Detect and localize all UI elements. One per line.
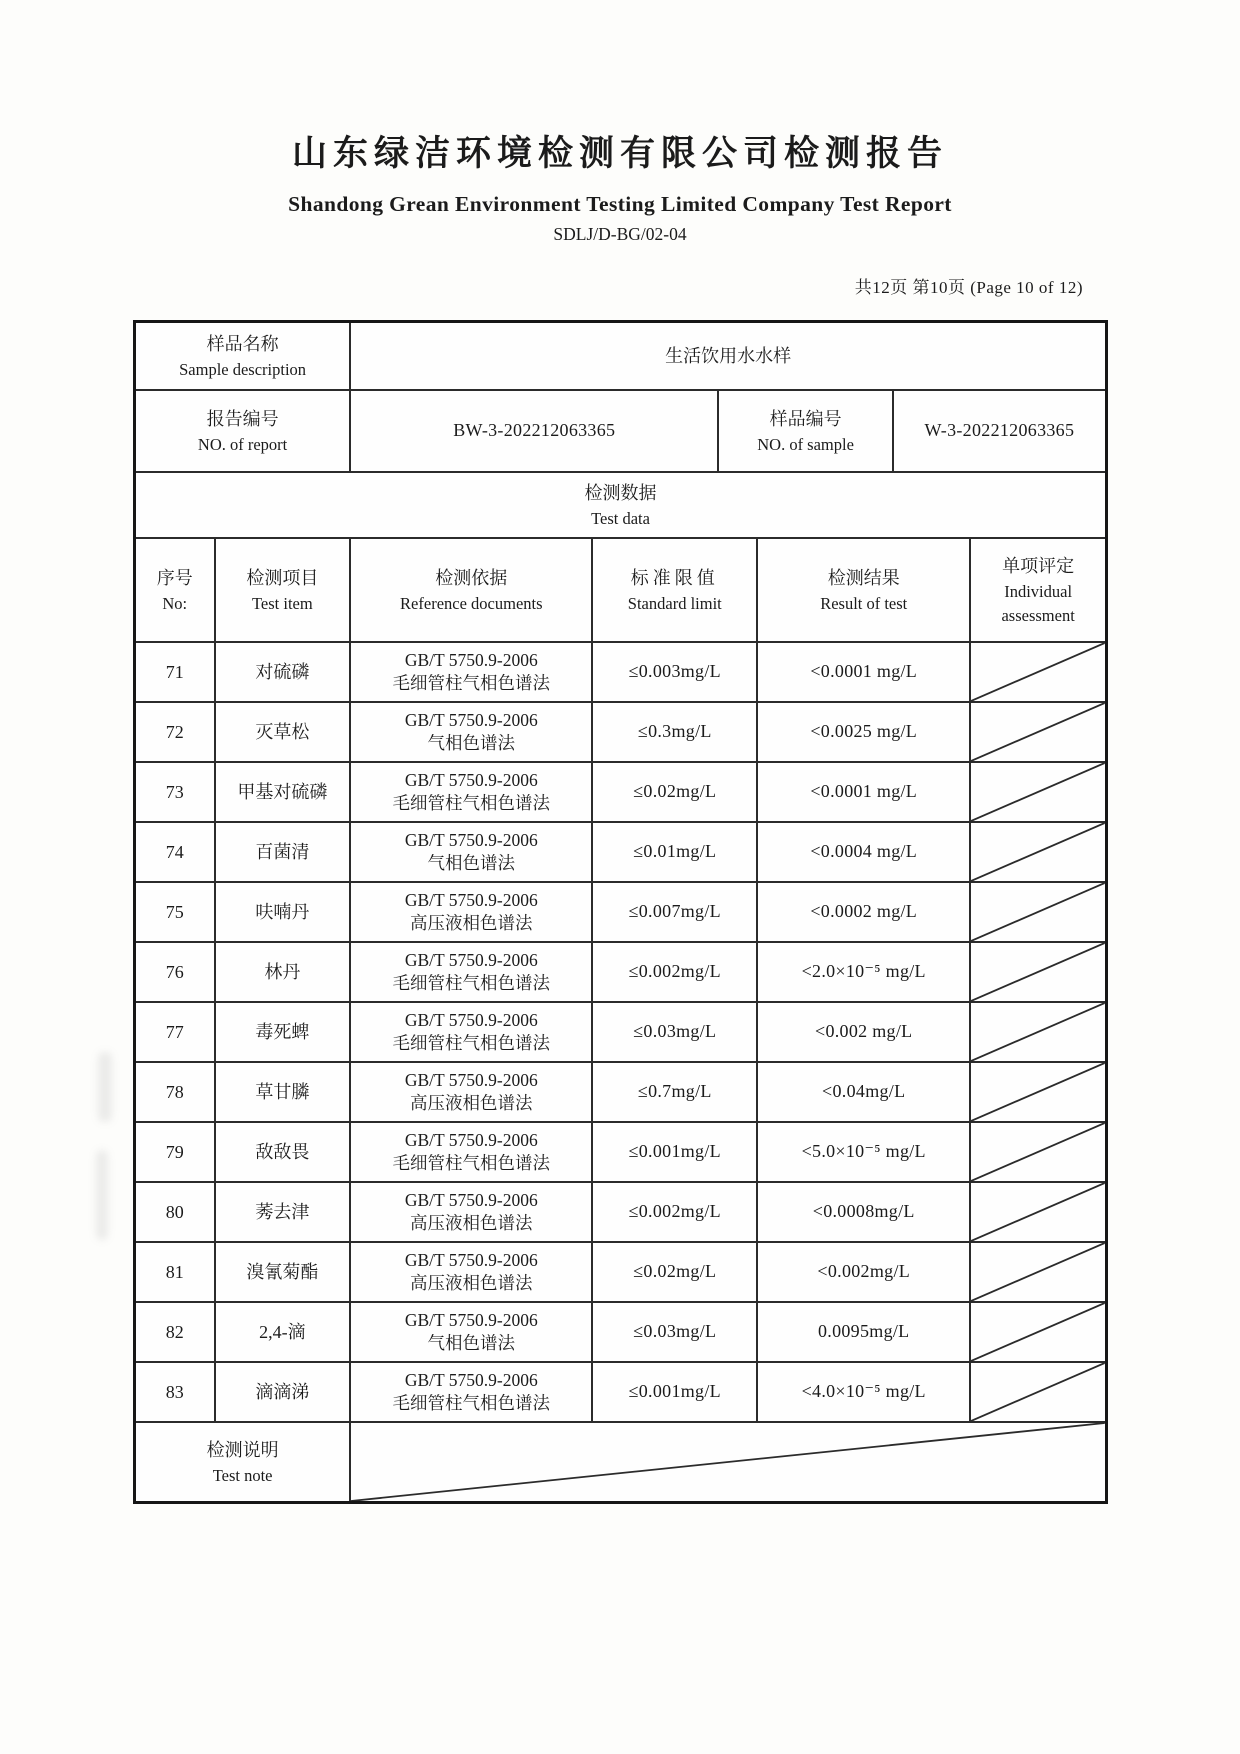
row-ref-standard: GB/T 5750.9-2006: [404, 949, 538, 970]
test-note-row: [136, 1421, 1105, 1501]
row-assess-cell: [969, 823, 1105, 881]
table-row: [136, 641, 1105, 701]
section-title-en: Test data: [591, 508, 650, 528]
row-limit-cell: [591, 763, 756, 821]
row-limit-cell: [591, 1303, 756, 1361]
row-ref-method: 高压液相色谱法: [410, 1273, 533, 1293]
row-result-cell: [756, 1003, 969, 1061]
row-assess-cell: [969, 883, 1105, 941]
test-note-label: [136, 1423, 349, 1501]
column-header-ref: [349, 539, 591, 641]
row-item: 林丹: [264, 961, 301, 982]
row-limit-cell: [591, 1123, 756, 1181]
diagonal-slash: [971, 1003, 1105, 1061]
row-limit-cell: [591, 1183, 756, 1241]
table-row: [136, 881, 1105, 941]
row-no: 71: [165, 661, 184, 682]
row-item: 呋喃丹: [255, 901, 310, 922]
row-no: 83: [165, 1381, 184, 1402]
column-header-no-en: No:: [162, 593, 188, 613]
row-limit: ≤0.7mg/L: [637, 1081, 712, 1102]
row-result: <0.0001 mg/L: [810, 661, 918, 682]
row-item-cell: [214, 1303, 350, 1361]
row-result-cell: [756, 1363, 969, 1421]
column-header-ref-en: Reference documents: [400, 593, 543, 613]
sample-no-label: [717, 391, 891, 471]
diagonal-slash: [971, 763, 1105, 821]
column-header-assess-cn: 单项评定: [1002, 555, 1075, 576]
row-assess-cell: [969, 1063, 1105, 1121]
row-item-cell: [214, 643, 350, 701]
doc-code: SDLJ/D-BG/02-04: [553, 224, 687, 244]
row-no: 76: [165, 961, 184, 982]
column-header-ref-cn: 检测依据: [435, 567, 508, 588]
row-ref-standard: GB/T 5750.9-2006: [404, 1069, 538, 1090]
sample-description-value: 生活饮用水水样: [665, 345, 792, 366]
row-limit: ≤0.007mg/L: [628, 901, 721, 922]
table-row: [136, 941, 1105, 1001]
row-ref-method: 高压液相色谱法: [410, 913, 533, 933]
row-item: 甲基对硫磷: [237, 781, 328, 802]
sample-description-row: [136, 323, 1105, 389]
table-row: [136, 1001, 1105, 1061]
test-note-label-cn: 检测说明: [206, 1439, 279, 1460]
diagonal-slash: [971, 1063, 1105, 1121]
row-ref-method: 毛细管柱气相色谱法: [392, 1393, 551, 1413]
row-limit: ≤0.002mg/L: [628, 1201, 721, 1222]
section-title-row: [136, 471, 1105, 537]
report-no-label-en: NO. of report: [197, 434, 288, 454]
row-ref-method: 高压液相色谱法: [410, 1093, 533, 1113]
diagonal-slash: [971, 1243, 1105, 1301]
row-ref-cell: [349, 643, 591, 701]
row-ref-cell: [349, 883, 591, 941]
report-header: [0, 0, 1240, 245]
row-no: 72: [165, 721, 184, 742]
table-row: [136, 701, 1105, 761]
row-no: 82: [165, 1321, 184, 1342]
row-limit: ≤0.02mg/L: [633, 781, 717, 802]
row-limit: ≤0.3mg/L: [637, 721, 712, 742]
row-limit-cell: [591, 643, 756, 701]
diagonal-slash: [971, 703, 1105, 761]
row-assess-cell: [969, 1303, 1105, 1361]
row-no-cell: [136, 883, 214, 941]
table-row: [136, 1061, 1105, 1121]
row-no-cell: [136, 703, 214, 761]
table-row: [136, 1361, 1105, 1421]
row-item: 百菌清: [255, 841, 310, 862]
row-item-cell: [214, 1003, 350, 1061]
column-header-item: [214, 539, 350, 641]
diagonal-slash: [971, 1183, 1105, 1241]
row-ref-standard: GB/T 5750.9-2006: [404, 709, 538, 730]
row-item-cell: [214, 1123, 350, 1181]
row-ref-method: 毛细管柱气相色谱法: [392, 793, 551, 813]
row-result: <0.0008mg/L: [812, 1201, 915, 1222]
row-limit-cell: [591, 1003, 756, 1061]
row-result-cell: [756, 643, 969, 701]
row-ref-cell: [349, 1363, 591, 1421]
row-no: 73: [165, 781, 184, 802]
section-title-cn: 检测数据: [584, 482, 657, 503]
report-no-value: BW-3-202212063365: [453, 420, 616, 441]
column-header-result-en: Result of test: [820, 593, 908, 613]
row-ref-cell: [349, 1003, 591, 1061]
table-row: [136, 1181, 1105, 1241]
row-assess-cell: [969, 1183, 1105, 1241]
row-result-cell: [756, 1063, 969, 1121]
row-no: 79: [165, 1141, 184, 1162]
row-ref-standard: GB/T 5750.9-2006: [404, 1189, 538, 1210]
row-result-cell: [756, 1123, 969, 1181]
row-ref-standard: GB/T 5750.9-2006: [404, 649, 538, 670]
scan-artifact: [98, 1052, 112, 1122]
row-result: 0.0095mg/L: [817, 1321, 910, 1342]
row-assess-cell: [969, 1123, 1105, 1181]
sample-description-label-en: Sample description: [179, 359, 307, 379]
row-result: <5.0×10⁻⁵ mg/L: [801, 1141, 926, 1162]
row-item-cell: [214, 943, 350, 1001]
row-assess-cell: [969, 643, 1105, 701]
row-ref-cell: [349, 703, 591, 761]
section-title-cell: [136, 473, 1105, 537]
row-ref-method: 毛细管柱气相色谱法: [392, 673, 551, 693]
row-item-cell: [214, 823, 350, 881]
page-indicator: 共12页 第10页 (Page 10 of 12): [854, 278, 1083, 297]
sample-no-value-cell: [892, 391, 1105, 471]
row-limit-cell: [591, 1363, 756, 1421]
row-assess-cell: [969, 1003, 1105, 1061]
row-assess-cell: [969, 763, 1105, 821]
row-no-cell: [136, 1063, 214, 1121]
test-note-label-en: Test note: [212, 1465, 273, 1485]
row-ref-method: 气相色谱法: [427, 853, 516, 873]
column-header-assess-en2: assessment: [1001, 605, 1075, 625]
row-no-cell: [136, 943, 214, 1001]
row-no-cell: [136, 1303, 214, 1361]
report-title-cn: 山东绿洁环境检测有限公司检测报告: [291, 134, 948, 173]
row-limit-cell: [591, 1063, 756, 1121]
column-header-assess-en1: Individual: [1004, 581, 1073, 601]
row-item: 敌敌畏: [255, 1141, 310, 1162]
row-limit: ≤0.03mg/L: [633, 1021, 717, 1042]
table-body: [136, 641, 1105, 1421]
row-ref-cell: [349, 1303, 591, 1361]
row-no-cell: [136, 1243, 214, 1301]
row-item: 毒死蜱: [255, 1021, 310, 1042]
table-row: [136, 821, 1105, 881]
row-no-cell: [136, 1183, 214, 1241]
row-item-cell: [214, 763, 350, 821]
row-ref-method: 气相色谱法: [427, 733, 516, 753]
row-ref-standard: GB/T 5750.9-2006: [404, 1309, 538, 1330]
test-note-value-cell: [349, 1423, 1105, 1501]
row-limit: ≤0.02mg/L: [633, 1261, 717, 1282]
row-limit-cell: [591, 703, 756, 761]
row-limit: ≤0.001mg/L: [628, 1141, 721, 1162]
row-item-cell: [214, 883, 350, 941]
scan-artifact: [96, 1150, 108, 1240]
row-ref-method: 毛细管柱气相色谱法: [392, 973, 551, 993]
row-ref-cell: [349, 823, 591, 881]
column-header-row: [136, 537, 1105, 641]
row-item: 对硫磷: [255, 661, 310, 682]
column-header-no: [136, 539, 214, 641]
report-table: [133, 320, 1108, 1504]
column-header-assess: [969, 539, 1105, 641]
diagonal-slash: [971, 943, 1105, 1001]
row-result-cell: [756, 763, 969, 821]
sample-no-value: W-3-202212063365: [924, 420, 1075, 441]
column-header-item-en: Test item: [251, 593, 313, 613]
table-row: [136, 1121, 1105, 1181]
row-ref-standard: GB/T 5750.9-2006: [404, 1369, 538, 1390]
row-result: <2.0×10⁻⁵ mg/L: [801, 961, 926, 982]
sample-description-label-cn: 样品名称: [206, 333, 279, 354]
column-header-no-cn: 序号: [156, 567, 193, 588]
row-no-cell: [136, 823, 214, 881]
sample-no-label-en: NO. of sample: [757, 434, 854, 454]
row-no: 80: [165, 1201, 184, 1222]
row-ref-standard: GB/T 5750.9-2006: [404, 889, 538, 910]
column-header-item-cn: 检测项目: [246, 567, 319, 588]
row-item: 草甘膦: [255, 1081, 310, 1102]
table-row: [136, 1301, 1105, 1361]
row-no-cell: [136, 1003, 214, 1061]
row-no-cell: [136, 643, 214, 701]
diagonal-slash: [971, 883, 1105, 941]
row-limit: ≤0.003mg/L: [628, 661, 721, 682]
row-item: 溴氰菊酯: [246, 1261, 319, 1282]
row-no: 78: [165, 1081, 184, 1102]
row-limit: ≤0.01mg/L: [633, 841, 717, 862]
row-limit-cell: [591, 823, 756, 881]
column-header-result-cn: 检测结果: [827, 567, 900, 588]
row-ref-cell: [349, 943, 591, 1001]
row-result: <0.0001 mg/L: [810, 781, 918, 802]
row-limit: ≤0.002mg/L: [628, 961, 721, 982]
diagonal-slash: [971, 1123, 1105, 1181]
row-result-cell: [756, 1183, 969, 1241]
row-item: 灭草松: [255, 721, 310, 742]
column-header-limit-cn: 标准限值: [630, 567, 719, 588]
column-header-limit: [591, 539, 756, 641]
report-no-value-cell: [349, 391, 717, 471]
row-result-cell: [756, 1243, 969, 1301]
row-result: <0.04mg/L: [822, 1081, 906, 1102]
sample-description-value-cell: [349, 323, 1105, 389]
row-ref-method: 毛细管柱气相色谱法: [392, 1033, 551, 1053]
row-ref-standard: GB/T 5750.9-2006: [404, 1249, 538, 1270]
row-item-cell: [214, 1363, 350, 1421]
row-no-cell: [136, 763, 214, 821]
row-limit: ≤0.03mg/L: [633, 1321, 717, 1342]
row-ref-cell: [349, 1123, 591, 1181]
row-ref-method: 气相色谱法: [427, 1333, 516, 1353]
row-item: 2,4-滴: [259, 1321, 306, 1342]
column-header-result: [756, 539, 969, 641]
row-result: <0.0004 mg/L: [810, 841, 918, 862]
row-result-cell: [756, 883, 969, 941]
row-item-cell: [214, 703, 350, 761]
row-result: <0.002mg/L: [817, 1261, 911, 1282]
row-item: 滴滴涕: [255, 1381, 310, 1402]
row-ref-method: 毛细管柱气相色谱法: [392, 1153, 551, 1173]
row-no-cell: [136, 1363, 214, 1421]
diagonal-slash: [971, 1363, 1105, 1421]
row-item-cell: [214, 1243, 350, 1301]
row-assess-cell: [969, 1363, 1105, 1421]
report-no-label: [136, 391, 349, 471]
row-limit-cell: [591, 883, 756, 941]
row-assess-cell: [969, 943, 1105, 1001]
report-no-label-cn: 报告编号: [206, 408, 279, 429]
sample-description-label: [136, 323, 349, 389]
row-ref-standard: GB/T 5750.9-2006: [404, 1009, 538, 1030]
row-result: <0.0025 mg/L: [810, 721, 918, 742]
row-result-cell: [756, 1303, 969, 1361]
table-row: [136, 1241, 1105, 1301]
row-ref-cell: [349, 1243, 591, 1301]
row-ref-cell: [349, 1063, 591, 1121]
row-no: 77: [165, 1021, 184, 1042]
row-no: 74: [165, 841, 184, 862]
diagonal-slash: [351, 1423, 1105, 1501]
row-ref-cell: [349, 763, 591, 821]
table-row: [136, 761, 1105, 821]
report-title-en: Shandong Grean Environment Testing Limited Company Test Report: [288, 192, 952, 216]
row-ref-method: 高压液相色谱法: [410, 1213, 533, 1233]
row-no: 81: [165, 1261, 184, 1282]
row-ref-standard: GB/T 5750.9-2006: [404, 769, 538, 790]
row-item: 莠去津: [255, 1201, 310, 1222]
column-header-limit-en: Standard limit: [627, 593, 722, 613]
row-result: <0.0002 mg/L: [810, 901, 918, 922]
row-no-cell: [136, 1123, 214, 1181]
row-item-cell: [214, 1063, 350, 1121]
sample-no-label-cn: 样品编号: [769, 408, 842, 429]
row-result: <0.002 mg/L: [815, 1021, 913, 1042]
row-limit-cell: [591, 943, 756, 1001]
row-ref-standard: GB/T 5750.9-2006: [404, 1129, 538, 1150]
row-limit: ≤0.001mg/L: [628, 1381, 721, 1402]
row-item-cell: [214, 1183, 350, 1241]
row-result-cell: [756, 943, 969, 1001]
row-assess-cell: [969, 703, 1105, 761]
row-ref-standard: GB/T 5750.9-2006: [404, 829, 538, 850]
diagonal-slash: [971, 643, 1105, 701]
row-result-cell: [756, 703, 969, 761]
diagonal-slash: [971, 1303, 1105, 1361]
row-result-cell: [756, 823, 969, 881]
diagonal-slash: [971, 823, 1105, 881]
row-limit-cell: [591, 1243, 756, 1301]
row-result: <4.0×10⁻⁵ mg/L: [801, 1381, 926, 1402]
row-ref-cell: [349, 1183, 591, 1241]
row-no: 75: [165, 901, 184, 922]
report-number-row: [136, 389, 1105, 471]
row-assess-cell: [969, 1243, 1105, 1301]
